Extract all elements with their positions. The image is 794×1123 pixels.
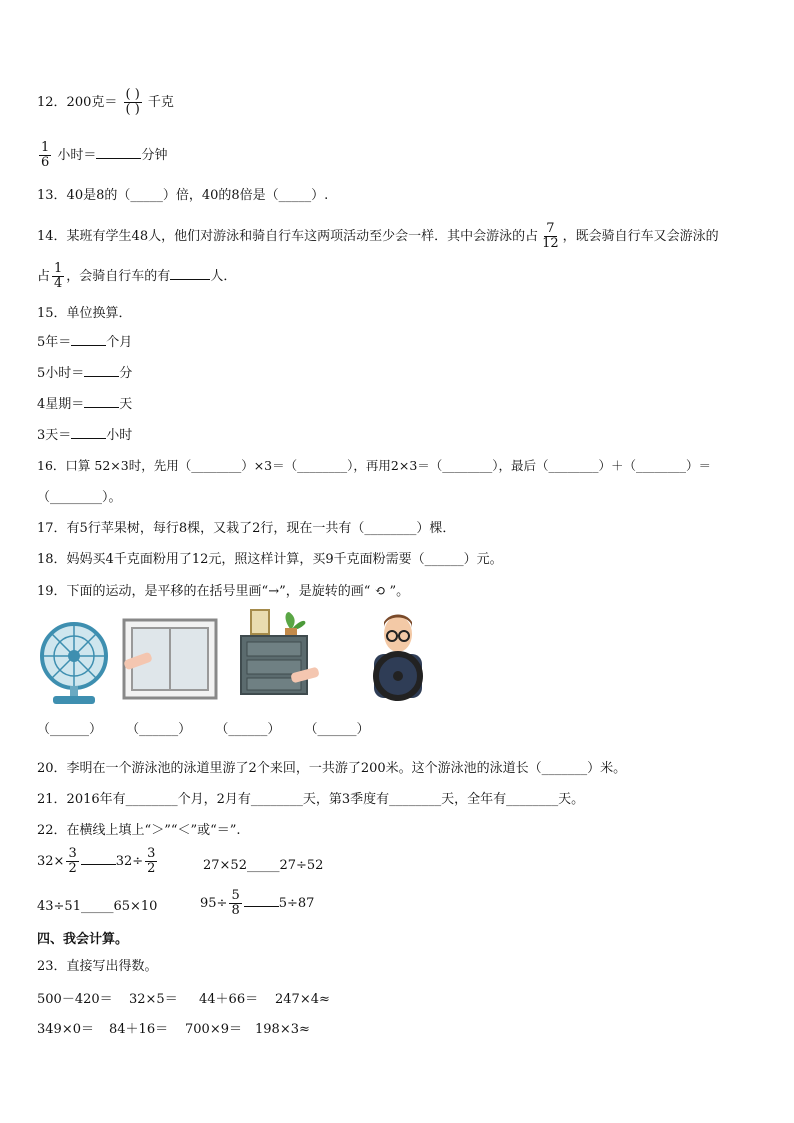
fan-icon [37,618,121,704]
q12-line2: $\frac{1}{6}$ 小时＝ 分钟 [41,140,168,170]
answer-paren[interactable]: （______） [126,722,192,737]
q13: 13．40是8的（_____）倍，40的8倍是（_____）. [37,188,329,203]
q19: 19．下面的运动，是平移的在括号里画“→”，是旋转的画“ ⟲ ”。 [37,584,410,599]
window-icon [122,618,206,704]
q18: 18．妈妈买4千克面粉用了12元，照这样计算，买9千克面粉需要（______）元。 [37,552,503,567]
q15-item: 4星期＝ 天 [37,397,133,412]
q23-row2: 349×0＝ 84＋16＝ 700×9＝ 198×3≈ [37,1022,310,1037]
steering-wheel-icon [366,612,430,704]
answer-blank[interactable] [71,333,106,346]
q14-fraction-2: $\frac{1}{4}$ [54,261,63,291]
q14-fraction-1: $\frac{7}{12}$ [542,221,559,251]
q12-prefix: 12．200克＝ [37,95,118,110]
q15-item: 5小时＝ 分 [37,366,133,381]
q20: 20．李明在一个游泳池的泳道里游了2个来回，一共游了200米。这个游泳池的泳道长（_______）米。 [37,761,627,776]
q15-item: 3天＝ 小时 [37,428,133,443]
q12-fraction-2: $\frac{1}{6}$ [41,140,50,170]
q23-title: 23．直接写出得数。 [37,959,158,974]
answer-blank[interactable] [81,852,116,865]
answer-blank[interactable] [244,894,279,907]
answer-blank[interactable] [71,426,106,439]
answer-blank[interactable] [96,146,141,159]
q16-line2: （________）。 [37,490,122,505]
q14-line1: 14．某班有学生48人，他们对游泳和骑自行车这两项活动至少会一样．其中会游泳的占 $\frac{7}{12}$ ，既会骑自行车又会游泳的 [37,221,719,251]
q19-answers [37,718,389,737]
q23-row1: 500－420＝ 32×5＝ 44＋66＝ 247×4≈ [37,992,330,1007]
q14-line2: 占 $\frac{1}{4}$ ，会骑自行车的有 人． [37,261,237,291]
answer-paren[interactable]: （______） [37,722,103,737]
q22-row1: 32× $\frac{3}{2}$ 32÷ $\frac{3}{2}$ [37,846,156,876]
answer-paren[interactable]: （______） [215,722,281,737]
q21: 21．2016年有________个月，2月有________天，第3季度有________天，全年有________天。 [37,792,585,807]
q15-item: 5年＝ 个月 [37,335,133,350]
q22-row2-b: 95÷ $\frac{5}{8}$ 5÷87 [200,888,315,918]
q12-fraction: $\frac{( )}{( )}$ [125,87,140,117]
q15-title: 15．单位换算． [37,306,132,321]
answer-paren[interactable]: （______） [304,722,370,737]
q12-line1 [37,88,174,117]
drawer-icon [239,608,321,704]
answer-blank[interactable] [84,395,119,408]
answer-blank[interactable] [170,267,210,280]
q22-row2-a: 43÷51_____65×10 [37,899,158,914]
q12-suffix: 千克 [147,95,174,110]
q17: 17．有5行苹果树，每行8棵，又栽了2行，现在一共有（________）棵． [37,521,456,536]
q22-row1-b: 27×52_____27÷52 [203,858,324,873]
section-title: 四、我会计算。 [37,932,129,947]
q22-title: 22．在横线上填上“＞”“＜”或“＝”. [37,823,241,838]
q16-line1: 16．口算 52×3时，先用（________）×3＝（________），再用2×3＝（________），最后（________）＋（________）＝ [37,458,712,473]
answer-blank[interactable] [84,364,119,377]
